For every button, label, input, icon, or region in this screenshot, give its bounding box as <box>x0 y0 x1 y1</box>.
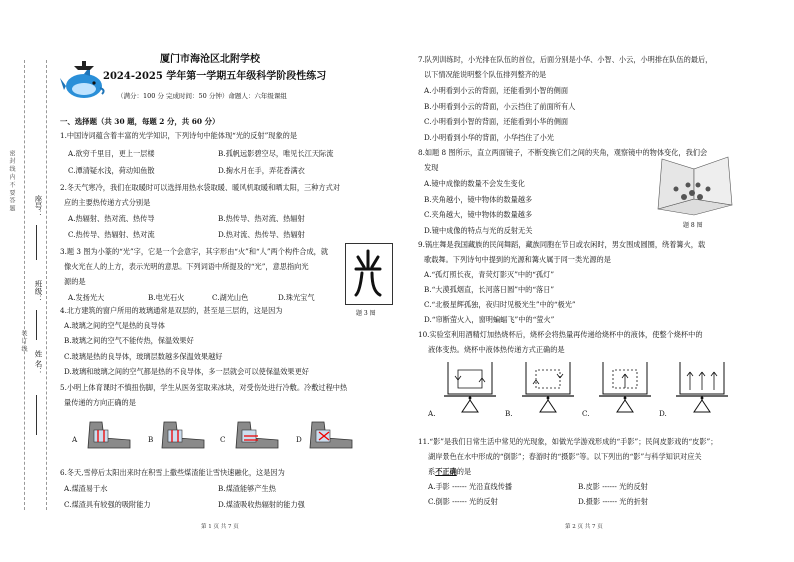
seat-label: 座号： <box>34 195 43 218</box>
q11-stem-2: 湖岸景色在水中形成的“倒影”；春游时的“摄影”等。以下列出的“影”与科学知识对应关 <box>428 452 702 461</box>
q6-option-b[interactable]: B.煤渣能够产生热 <box>218 484 276 493</box>
q7-stem-2: 以下情况能说明整个队伍排列整齐的是 <box>424 70 547 79</box>
q1-option-b[interactable]: B.孤帆远影碧空尽，唯见长江天际流 <box>218 149 334 158</box>
dolphin-logo-icon <box>60 58 108 106</box>
q9-option-c[interactable]: C.“北极星辉孤独，夜归时见极光生”中的“极光” <box>424 300 576 309</box>
name-blank[interactable] <box>36 395 37 435</box>
q3-option-b[interactable]: B.电光石火 <box>148 293 185 302</box>
q5-label-c: C <box>220 435 226 444</box>
q11-stem-3 <box>428 467 471 476</box>
q5-label-b: B <box>148 435 154 444</box>
q4-option-d[interactable]: D.玻璃和玻璃之间的空气都是热的不良导体，多一层就会可以使保温效果更好 <box>64 367 309 376</box>
q4-option-c[interactable]: C.玻璃是热的良导体，玻璃层数越多保温效果越好 <box>64 352 223 361</box>
q4-stem: 4.北方建筑的窗户所用的玻璃通常是双层的，甚至是三层的，这是因为 <box>60 306 283 315</box>
q7-stem: 7.队列训练时，小光排在队伍的首位，后面分别是小华、小智、小云，小明排在队伍的最后， <box>418 55 713 64</box>
class-blank[interactable] <box>36 310 37 340</box>
q8-option-c[interactable]: C.夹角越大，镜中物体的数量越多 <box>424 210 533 219</box>
name-label: 姓 名： <box>34 350 43 375</box>
exam-title: 2024-2025 学年第一学期五年级科学阶段性练习 <box>103 71 327 82</box>
q4-option-a[interactable]: A.玻璃之间的空气是热的良导体 <box>64 321 165 330</box>
q3-option-c[interactable]: C.湖光山色 <box>212 293 249 302</box>
q8-stem: 8.如题 8 图所示，直立两面镜子，不断变换它们之间的夹角，观察镜中的物体变化，我们会 <box>418 148 708 157</box>
q1-stem: 1.中国诗词蕴含着丰富的光学知识，下列诗句中能体现“光的反射”现象的是 <box>60 131 298 140</box>
q3-stem-3: 源的是 <box>64 277 86 286</box>
page-footer-right: 第 2 页 共 7 页 <box>565 524 603 530</box>
q10-label-d: D. <box>659 409 667 418</box>
seat-blank[interactable] <box>36 225 37 260</box>
binding-line-2 <box>46 60 47 510</box>
q10-label-c: C. <box>582 409 590 418</box>
q5-stem-2: 量传递的方向正确的是 <box>64 398 136 407</box>
school-name: 厦门市海沧区北附学校 <box>160 54 260 65</box>
q10-label-b: B. <box>505 409 513 418</box>
q8-option-b[interactable]: B.夹角越小，镜中物体的数量越多 <box>424 195 533 204</box>
q2-option-d[interactable]: D.热对流、热传导、热辐射 <box>218 230 305 239</box>
q9-option-b[interactable]: B.“大漠孤烟直，长河落日圆”中的“落日” <box>424 285 555 294</box>
q6-option-a[interactable]: A.煤渣易于水 <box>64 484 108 493</box>
q9-stem-2: 歌载舞。下列诗句中提到的光源和篝火属于同一类光源的是 <box>424 255 611 264</box>
q8-figure-label: 题 8 图 <box>683 222 703 229</box>
q1-option-c[interactable]: C.潭清疑水浅，荷动知鱼散 <box>68 166 155 175</box>
q11-emphasis: 不正确 <box>435 467 457 476</box>
q9-option-d[interactable]: D.“帘断萤火入，窗明蝙蝠飞”中的“萤火” <box>424 315 555 324</box>
exam-meta: （满分：100 分 完成时间：50 分钟）命题人：六年级课组 <box>117 92 287 100</box>
q8-mirror-figure <box>654 155 736 217</box>
q11-stem-3-post: 的是 <box>456 467 472 476</box>
q10-beaker-a-icon[interactable] <box>440 360 500 418</box>
q2-option-a[interactable]: A.热辐射、热对流、热传导 <box>68 214 155 223</box>
q5-label-d: D <box>296 435 302 444</box>
page-footer-left: 第 1 页 共 7 页 <box>201 524 239 530</box>
q9-option-a[interactable]: A.“孤灯照长夜，青荧灯影灭”中的“孤灯” <box>424 270 554 279</box>
q8-option-d[interactable]: D.镜中成像的特点与光的反射无关 <box>424 226 533 235</box>
q3-stem: 3.题 3 图为小篆的“光”字，它是一个会意字，其字形由“火”和“人”两个构件合成，就 <box>60 247 329 256</box>
q6-stem: 6.冬天,雪停后太阳出来时在积雪上撒些煤渣能让雪快速融化，这是因为 <box>60 468 285 477</box>
q3-figure-label: 题 3 图 <box>356 310 376 317</box>
q2-option-c[interactable]: C.热传导、热辐射、热对流 <box>68 230 155 239</box>
q10-beaker-b-icon[interactable] <box>518 360 578 418</box>
binding-cut-text-2: 装 订 线 <box>20 330 27 352</box>
q9-stem: 9.锅庄舞是我国藏族的民间舞蹈，藏族同胞在节日或农闲时，男女围成圆圈，绕着篝火，载 <box>418 240 706 249</box>
q5-stem: 5.小明上体育课时不慎扭伤脚，学生从医务室取来冰块，对受伤处进行冷敷。冷敷过程中热 <box>60 383 348 392</box>
q11-option-a[interactable]: A.手影 ------ 光沿直线传播 <box>428 482 513 491</box>
q1-option-d[interactable]: D.掬水月在手，弄花香满衣 <box>218 166 305 175</box>
q10-stem-2: 液体变热。烧杯中液体热传递方式正确的是 <box>428 345 565 354</box>
q3-stem-2: 像火光在人的上方，表示光明的意思。下列词语中所提及的“光”，意思指向光 <box>64 262 309 271</box>
q10-stem: 10.实验室利用酒精灯加热烧杯后，烧杯会将热量再传递给烧杯中的液体，使整个烧杯中的 <box>418 330 703 339</box>
q10-beaker-d-icon[interactable] <box>672 360 732 418</box>
q7-option-d[interactable]: D.小明看到小华的背面，小华挡住了小光 <box>424 133 554 142</box>
q5-foot-a-icon[interactable] <box>84 420 136 450</box>
q7-option-a[interactable]: A.小明看到小云的背面，还能看到小智的侧面 <box>424 86 569 95</box>
q2-option-b[interactable]: B.热传导、热对流、热辐射 <box>218 214 305 223</box>
q11-stem: 11.“影”是我们日常生活中常见的光现象，如做光学游戏形成的“手影”；民间皮影戏的“皮影”； <box>418 437 718 446</box>
binding-cut-text: 密 封 线 内 不 要 答 题 <box>8 150 15 212</box>
q8-stem-2: 发现 <box>424 163 439 172</box>
q3-option-d[interactable]: D.珠光宝气 <box>278 293 315 302</box>
q11-stem-3-pre: 系 <box>428 467 436 476</box>
seal-script-guang-icon <box>350 247 386 299</box>
q5-label-a: A <box>72 435 78 444</box>
q11-option-b[interactable]: B.皮影 ------ 光的反射 <box>578 482 648 491</box>
q6-option-c[interactable]: C.煤渣具有较强的吸附能力 <box>64 500 151 509</box>
q2-stem: 2.冬天气寒冷，我们在取暖时可以选择用热水袋取暖、暖风机取暖和晒太阳，三种方式对 <box>60 183 340 192</box>
section-title: 一、选择题（共 30 题，每题 2 分，共 60 分） <box>60 117 220 126</box>
q5-foot-c-icon[interactable] <box>232 420 284 450</box>
q2-stem-2: 应的主要热传递方式分别是 <box>64 198 151 207</box>
q1-option-a[interactable]: A.欲穷千里目，更上一层楼 <box>68 149 155 158</box>
q10-beaker-c-icon[interactable] <box>595 360 655 418</box>
q4-option-b[interactable]: B.玻璃之间的空气不能传热，保温效果好 <box>64 336 194 345</box>
q7-option-b[interactable]: B.小明看到小云的背面，小云挡住了前面所有人 <box>424 102 576 111</box>
q11-option-c[interactable]: C.倒影 ------ 光的反射 <box>428 497 498 506</box>
q7-option-c[interactable]: C.小明看到小智的背面，还能看到小华的侧面 <box>424 117 569 126</box>
q6-option-d[interactable]: D.煤渣吸收热辐射的能力强 <box>218 500 305 509</box>
q10-label-a: A. <box>428 409 436 418</box>
binding-line-1 <box>24 60 25 510</box>
q8-option-a[interactable]: A.镜中成像的数量不会发生变化 <box>424 179 525 188</box>
q5-foot-b-icon[interactable] <box>158 420 210 450</box>
class-label: 班级： <box>34 280 43 303</box>
q5-foot-d-icon[interactable] <box>306 420 358 450</box>
q11-option-d[interactable]: D.摄影 ------ 光的折射 <box>578 497 649 506</box>
q3-option-a[interactable]: A.发扬光大 <box>68 293 105 302</box>
